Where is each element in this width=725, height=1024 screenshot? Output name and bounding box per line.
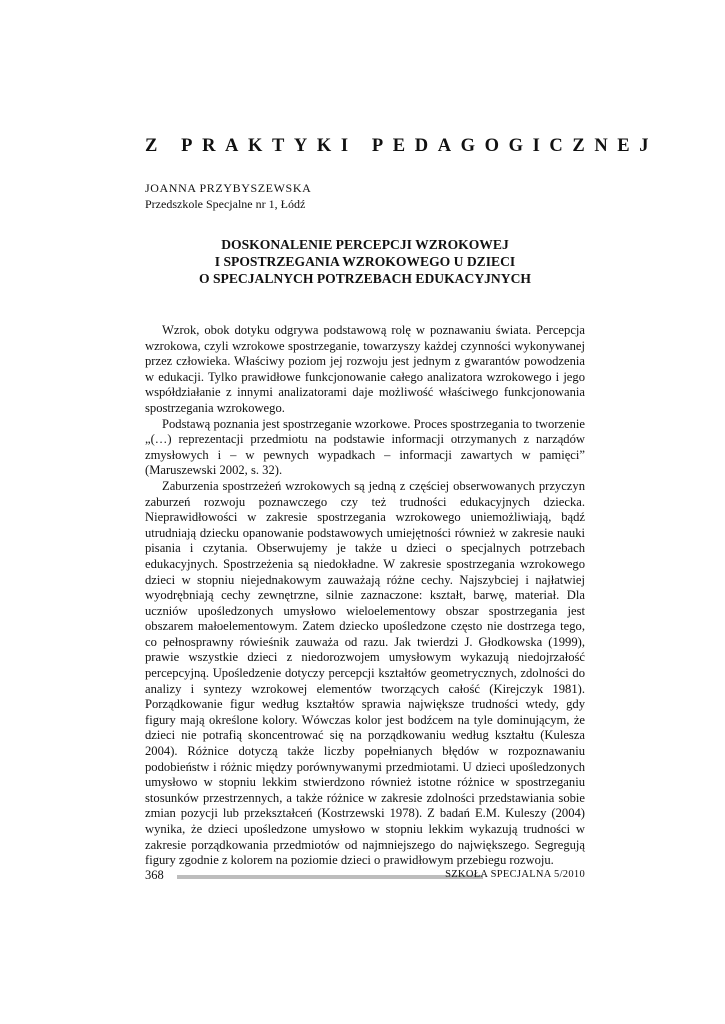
article-body xyxy=(145,323,585,869)
page-footer xyxy=(145,868,585,884)
title-line-1: DOSKONALENIE PERCEPCJI WZROKOWEJ xyxy=(221,237,509,252)
footer-divider xyxy=(177,875,483,879)
title-line-3: O SPECJALNYCH POTRZEBACH EDUKACYJNYCH xyxy=(199,271,531,286)
journal-reference: SZKOŁA SPECJALNA 5/2010 xyxy=(445,869,585,880)
section-heading: Z PRAKTYKI PEDAGOGICZNEJ xyxy=(145,136,659,156)
title-line-2: I SPOSTRZEGANIA WZROKOWEGO U DZIECI xyxy=(214,254,516,269)
article-title xyxy=(145,236,585,287)
author-affiliation: Przedszkole Specjalne nr 1, Łódź xyxy=(145,197,306,211)
paragraph-1: Wzrok, obok dotyku odgrywa podstawową rolę w poznawaniu świata. Percepcja wzrokowa, czyli wzrokowe spostrzeganie, towarzyszy każdej czynności wykonywanej przez człowieka. Właściwy poziom jej rozwoju jest jednym z gwarantów powodzenia w edukacji. Tylko prawidłowe funkcjonowanie całego analizatora wzrokowego i jego współdziałanie z innymi analizatorami daje możliwość właściwego funkcjonowania spostrzegania wzrokowego. xyxy=(145,323,585,415)
paragraph-2: Podstawą poznania jest spostrzeganie wzorkowe. Proces spostrzegania to tworzenie „(…) reprezentacji przedmiotu na podstawie informacji otrzymanych z narządów zmysłowych i – w pewnych wypadkach – informacji zawartych w pamięci” (Maruszewski 2002, s. 32). xyxy=(145,416,585,478)
paragraph-3: Zaburzenia spostrzeżeń wzrokowych są jedną z częściej obserwowanych przyczyn zaburzeń rozwoju poznawczego czy też trudności edukacyjnych dziecka. Nieprawidłowości w zakresie spostrzegania wzrokowego uniemożliwiają, bądź utrudniają dziecku opanowanie podstawowych umiejętności również w zakresie nauki pisania i czytania. Obserwujemy je także u dzieci o specjalnych potrzebach edukacyjnych. Spostrzeżenia są niedokładne. W zakresie spostrzegania wzrokowego dzieci w stopniu niejednakowym zauważają różne cechy. Najszybciej i najłatwiej wyodrębniają cechy zewnętrzne, silnie zaznaczone: kształt, barwę, materiał. Dla uczniów upośledzonych umysłowo wieloelementowy obszar spostrzegania jest obszarem małoelementowym. Zatem dziecko upośledzone często nie dostrzega tego, co pełnosprawny rówieśnik zauważa od razu. Jak twierdzi J. Głodkowska (1999), prawie wszystkie dzieci z niedorozwojem umysłowym wykazują niedojrzałość percepcyjną. Upośledzenie dotyczy percepcji kształtów geometrycznych, zdolności do analizy i syntezy wzrokowej elementów tworzących całość (Kirejczyk 1981). Porządkowanie figur według kształtów sprawia największe trudności wtedy, gdy figury mają określone kolory. Wówczas kolor jest bodźcem na tyle dominującym, że dzieci nie potrafią skoncentrować się na porządkowaniu według kształtu (Kulesza 2004). Różnice dotyczą także liczby popełnianych błędów w rozpoznawaniu podobieństw i różnic między porównywanymi przedmiotami. U dzieci upośledzonych umysłowo w stopniu lekkim stwierdzono również istotne różnice w spostrzeganiu stosunków przestrzennych, a także różnice w zakresie zdolności przedstawiania sobie zmian pozycji lub przekształceń (Kostrzewski 1978). Z badań E.M. Kuleszy (2004) wynika, że dzieci upośledzone umysłowo w stopniu lekkim wykazują trudności w zakresie porządkowania przedmiotów od najmniejszego do największego. Segregują figury zgodnie z kolorem na poziomie dzieci o prawidłowym przebiegu rozwoju. xyxy=(145,478,585,868)
page-number: 368 xyxy=(145,868,164,882)
author-block xyxy=(145,180,311,212)
author-name: JOANNA PRZYBYSZEWSKA xyxy=(145,181,312,195)
